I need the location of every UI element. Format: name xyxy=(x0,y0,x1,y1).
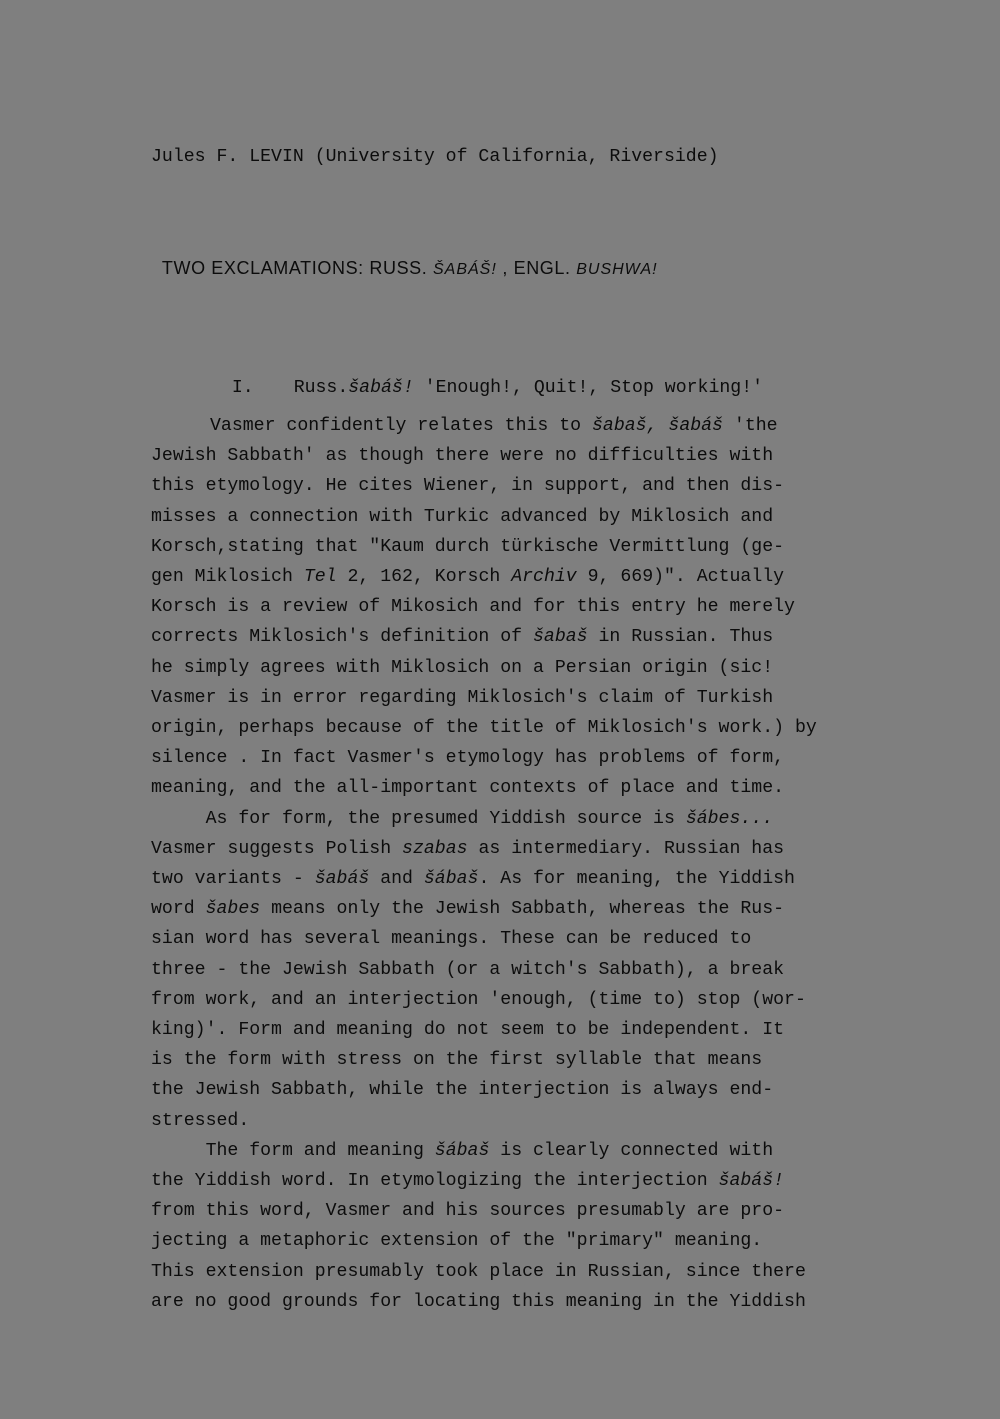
italic-term: Tel xyxy=(303,567,337,587)
text-segment: 2, 162, Korsch xyxy=(336,567,512,587)
text-line xyxy=(151,747,784,769)
text-line xyxy=(151,536,784,558)
text-line xyxy=(151,1110,249,1132)
section-lead: Russ. xyxy=(293,378,349,398)
italic-term: šabáš! xyxy=(718,1171,785,1191)
title-russ-word: ŠABÁŠ! xyxy=(432,261,497,278)
text-line xyxy=(151,959,784,981)
text-segment: origin, perhaps because of the title of Miklosich's work.) by xyxy=(151,718,817,738)
title-engl-word: BUSHWA! xyxy=(576,261,658,278)
text-segment: he simply agrees with Miklosich on a Persian origin (sic! xyxy=(151,657,774,678)
text-segment: the Yiddish word. In etymologizing the interjection xyxy=(151,1171,719,1191)
italic-term: šabáš xyxy=(314,869,370,889)
text-segment: 9, 669)". Actually xyxy=(576,567,785,587)
text-line xyxy=(151,1291,806,1313)
section-number: I. xyxy=(231,378,254,398)
text-segment: gen Miklosich xyxy=(151,567,304,587)
text-line xyxy=(151,928,751,950)
text-segment: silence . In fact Vasmer's etymology has problems of form, xyxy=(151,748,785,769)
text-line xyxy=(151,506,773,528)
italic-term: šabaš xyxy=(533,627,588,648)
text-segment: is the form with stress on the first syllable that means xyxy=(151,1050,763,1071)
text-segment: 'the xyxy=(722,416,778,436)
text-line xyxy=(151,838,784,860)
text-line xyxy=(151,989,806,1011)
text-segment: Vasmer confidently relates this to xyxy=(210,416,592,436)
italic-term: šábaš xyxy=(423,869,479,889)
text-line xyxy=(151,898,784,920)
italic-term: šabaš, šabáš xyxy=(592,416,723,436)
title-mid: , ENGL. xyxy=(496,258,577,278)
text-segment: means only the Jewish Sabbath, whereas the Rus- xyxy=(260,899,785,920)
text-line xyxy=(151,475,784,497)
text-line xyxy=(151,717,817,739)
text-segment: Korsch,stating that "Kaum durch türkische Vermittlung (ge- xyxy=(151,536,785,557)
paper-title xyxy=(151,235,658,281)
text-line xyxy=(151,1230,762,1252)
text-segment: three - the Jewish Sabbath (or a witch's Sabbath), a break xyxy=(151,959,785,980)
title-prefix: TWO EXCLAMATIONS: RUSS. xyxy=(161,258,433,278)
text-segment: from work, and an interjection 'enough, (time to) stop (wor- xyxy=(151,989,806,1010)
text-segment: king)'. Form and meaning do not seem to be independent. It xyxy=(151,1020,785,1040)
text-line xyxy=(151,1170,784,1192)
section-gloss: 'Enough!, Quit!, Stop working!' xyxy=(413,378,764,398)
text-segment: this etymology. He cites Wiener, in support, and then dis- xyxy=(151,476,785,497)
italic-term: Archiv xyxy=(511,567,577,587)
text-segment: are no good grounds for locating this meaning in the Yiddish xyxy=(151,1291,806,1312)
text-segment: As for form, the presumed Yiddish source is xyxy=(151,808,686,829)
text-segment: and xyxy=(369,869,424,889)
text-segment: Vasmer is in error regarding Miklosich's claim of Turkish xyxy=(151,687,774,708)
text-segment: in Russian. Thus xyxy=(587,627,774,648)
text-line xyxy=(151,1261,806,1283)
text-segment: misses a connection with Turkic advanced by Miklosich and xyxy=(151,506,774,527)
text-line xyxy=(151,445,773,467)
text-line xyxy=(151,1140,773,1162)
text-line xyxy=(151,687,773,709)
italic-term: szabas xyxy=(402,838,468,859)
text-segment: This extension presumably took place in Russian, since there xyxy=(151,1261,806,1282)
text-line xyxy=(151,808,773,830)
text-line xyxy=(151,566,784,588)
text-segment: meaning, and the all-important contexts of place and time. xyxy=(151,778,785,799)
italic-term: šábaš xyxy=(434,1140,490,1161)
text-segment: two variants - xyxy=(151,869,315,889)
text-line xyxy=(151,1049,762,1071)
author-line: Jules F. LEVIN (University of California, Riverside) xyxy=(151,147,719,167)
text-line xyxy=(151,1019,784,1041)
text-segment: The form and meaning xyxy=(151,1140,435,1161)
italic-term: šabes xyxy=(205,899,261,920)
text-segment: the Jewish Sabbath, while the interjection is always end- xyxy=(151,1080,774,1101)
italic-term: šábes... xyxy=(685,808,774,829)
section-heading xyxy=(210,355,763,399)
text-line xyxy=(210,415,778,437)
text-line xyxy=(151,596,795,618)
text-line xyxy=(151,1200,784,1222)
text-line xyxy=(151,1079,773,1101)
text-segment: Vasmer suggests Polish xyxy=(151,838,403,859)
text-segment: jecting a metaphoric extension of the "primary" meaning. xyxy=(151,1231,763,1252)
text-segment: is clearly connected with xyxy=(489,1140,774,1161)
text-segment: Jewish Sabbath' as though there were no difficulties with xyxy=(151,446,774,467)
text-segment: sian word has several meanings. These can be reduced to xyxy=(151,929,752,950)
text-line xyxy=(151,868,795,890)
text-segment: from this word, Vasmer and his sources presumably are pro- xyxy=(151,1201,785,1222)
section-word: šabáš! xyxy=(348,378,414,398)
text-line xyxy=(151,626,773,648)
text-segment: stressed. xyxy=(151,1110,250,1131)
text-segment: as intermediary. Russian has xyxy=(467,838,785,859)
text-segment: corrects Miklosich's definition of xyxy=(151,627,533,648)
text-line xyxy=(151,777,784,799)
text-segment: word xyxy=(151,899,206,920)
text-line xyxy=(151,657,773,679)
text-segment: Korsch is a review of Mikosich and for this entry he merely xyxy=(151,597,795,618)
text-segment: . As for meaning, the Yiddish xyxy=(478,869,795,889)
